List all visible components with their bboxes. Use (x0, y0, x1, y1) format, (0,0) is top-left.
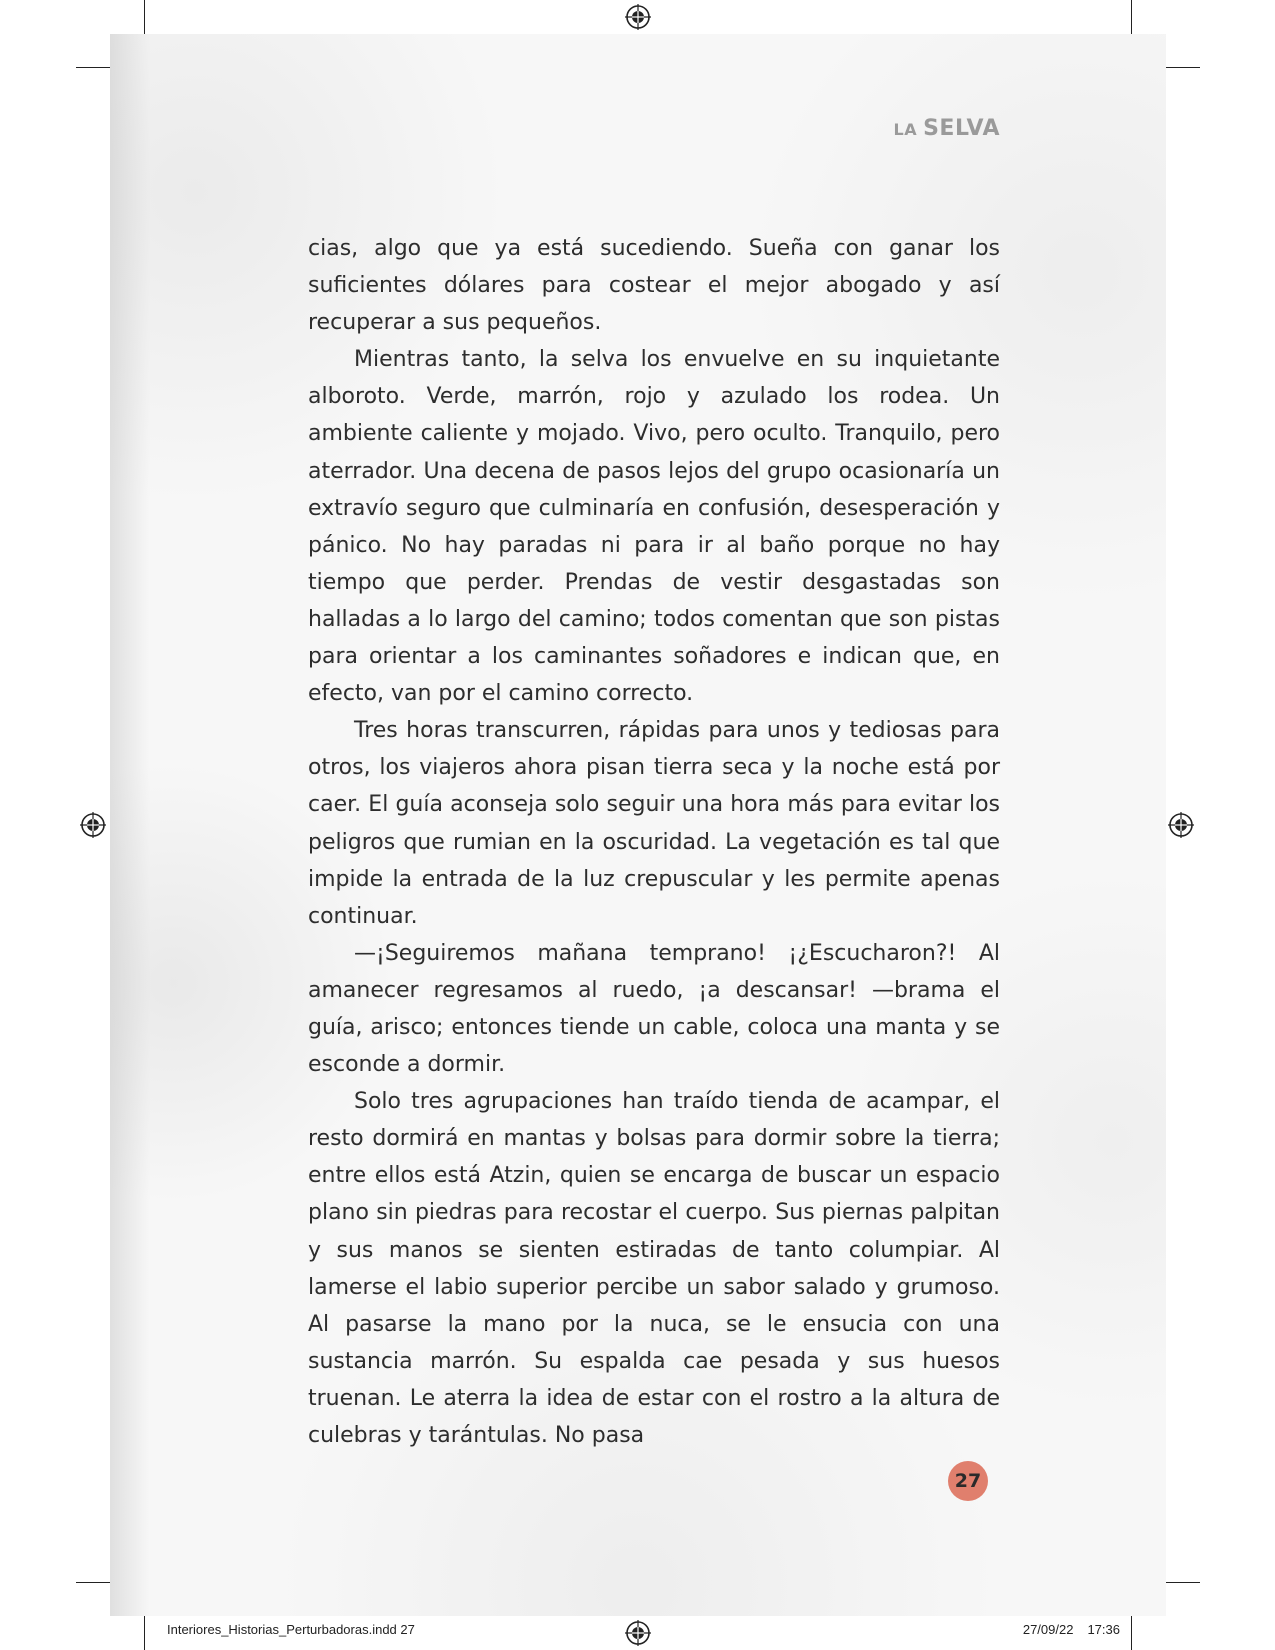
registration-mark-bottom-icon (625, 1620, 651, 1646)
crop-mark-bottom-right-vertical (1131, 1616, 1132, 1650)
registration-mark-top-icon (625, 4, 651, 30)
running-head-article: LA (893, 120, 918, 139)
crop-mark-top-right-horizontal (1166, 67, 1200, 68)
crop-mark-top-left-vertical (144, 0, 145, 34)
slug-timestamp (1023, 1622, 1120, 1637)
crop-mark-bottom-right-horizontal (1166, 1582, 1200, 1583)
paragraph: Tres horas transcurren, rápidas para unos y tediosas para otros, los viajeros ahora pisan tierra seca y la noche está por caer. El guía aconseja solo seguir una hora más para evitar los peligros que rumian en la oscuridad. La vegetación es tal que impide la entrada de la luz crepuscular y les permite apenas continuar. (308, 718, 1000, 929)
registration-mark-right-icon (1168, 812, 1194, 838)
crop-mark-bottom-left-vertical (144, 1616, 145, 1650)
crop-mark-top-left-horizontal (76, 67, 110, 68)
paragraph: Mientras tanto, la selva los envuelve en su inquietante alboroto. Verde, marrón, rojo y azulado los rodea. Un ambiente caliente y mojado. Vivo, pero oculto. Tranquilo, pero aterrador. Una decena de pasos lejos del grupo ocasionaría un extravío seguro que culminaría en confusión, desesperación y pánico. No hay paradas ni para ir al baño porque no hay tiempo que perder. Prendas de vestir desgastadas son halladas a lo largo del camino; todos comentan que son pistas para orientar a los caminantes soñadores e indican que, en efecto, van por el camino correcto. (308, 347, 1000, 707)
slug-filename: Interiores_Historias_Perturbadoras.indd 27 (167, 1622, 415, 1637)
slug-time: 17:36 (1087, 1622, 1120, 1637)
running-head-title: SELVA (923, 116, 1000, 141)
running-head (894, 116, 1001, 141)
body-text (308, 230, 1000, 1454)
paragraph: cias, algo que ya está sucediendo. Sueña con ganar los suficientes dólares para costear el mejor abogado y así recuperar a sus pequeños. (308, 236, 1000, 336)
dialogue-paragraph: —¡Seguiremos mañana temprano! ¡¿Escucharon?! Al amanecer regresamos al ruedo, ¡a descansar! —brama el guía, arisco; entonces tiende un cable, coloca una manta y se esconde a dormir. (308, 940, 1000, 1078)
registration-mark-left-icon (80, 812, 106, 838)
crop-mark-bottom-left-horizontal (76, 1582, 110, 1583)
crop-mark-top-right-vertical (1131, 0, 1132, 34)
paragraph: Solo tres agrupaciones han traído tienda de acampar, el resto dormirá en mantas y bolsas para dormir sobre la tierra; entre ellos está Atzin, quien se encarga de buscar un espacio plano sin piedras para recostar el cuerpo. Sus piernas palpitan y sus manos se sienten estiradas de tanto columpiar. Al lamerse el labio superior percibe un sabor salado y grumoso. Al pasarse la mano por la nuca, se le ensucia con una sustancia marrón. Su espalda cae pesada y sus huesos truenan. Le aterra la idea de estar con el rostro a la altura de culebras y tarántulas. No pasa (308, 1089, 1000, 1448)
page-number-badge: 27 (948, 1461, 988, 1501)
slug-date: 27/09/22 (1022, 1622, 1074, 1637)
